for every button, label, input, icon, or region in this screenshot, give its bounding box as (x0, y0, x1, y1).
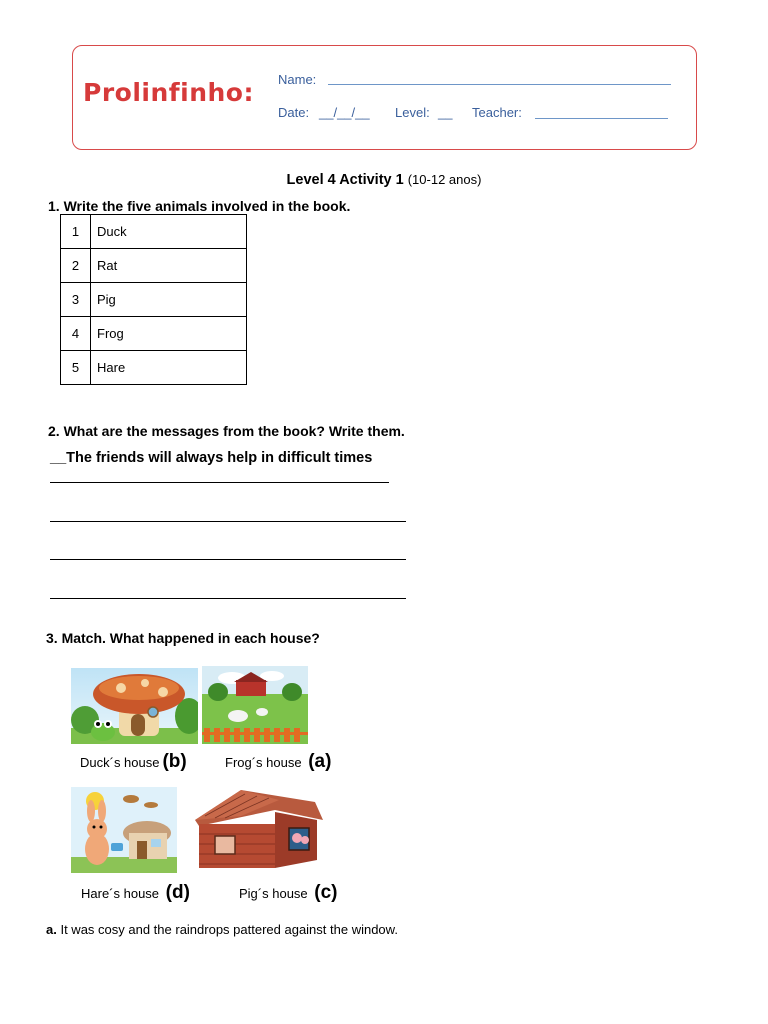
question-3: 3. Match. What happened in each house? (46, 630, 320, 646)
message-answer[interactable] (50, 450, 372, 466)
frog-house-name: Frog´s house (225, 755, 302, 770)
duck-house-name: Duck´s house (80, 755, 160, 770)
hare-house-illustration (71, 787, 177, 873)
frog-house-answer[interactable]: (a) (308, 751, 332, 772)
animal-name-cell[interactable]: Hare (91, 351, 247, 385)
row-number: 5 (61, 351, 91, 385)
name-label: Name: (278, 72, 317, 87)
question-1: 1. Write the five animals involved in the book. (48, 198, 351, 214)
table-row (61, 283, 247, 317)
animal-name-cell[interactable]: Duck (91, 215, 247, 249)
answer-line-2[interactable] (50, 521, 406, 522)
farm-illustration (202, 666, 308, 744)
statement-a (46, 922, 398, 937)
animals-table (60, 214, 247, 385)
row-number: 2 (61, 249, 91, 283)
pig-house-name: Pig´s house (239, 886, 308, 901)
pig-house-picture (185, 786, 325, 873)
mushroom-house-illustration (71, 668, 198, 744)
level-field[interactable]: __ (438, 105, 453, 120)
answer-line-1[interactable] (50, 482, 389, 483)
table-row (61, 317, 247, 351)
statement-a-letter: a. (46, 922, 57, 937)
date-field[interactable]: __/__/__ (319, 105, 370, 120)
animal-name-cell[interactable]: Rat (91, 249, 247, 283)
logo-text: Prolinfinho (83, 78, 244, 107)
hare-house-name: Hare´s house (81, 886, 160, 901)
table-row (61, 215, 247, 249)
pig-house-label (239, 882, 338, 904)
level-label: Level: (395, 105, 430, 120)
hare-house-label (81, 882, 190, 904)
activity-title (0, 172, 768, 188)
row-number: 4 (61, 317, 91, 351)
pig-house-answer[interactable]: (c) (314, 882, 338, 903)
row-number: 1 (61, 215, 91, 249)
worksheet-header (72, 45, 697, 150)
duck-house-answer[interactable]: (b) (162, 751, 187, 772)
brick-house-illustration (185, 786, 325, 873)
message-answer-prefix: __ (50, 450, 67, 466)
animal-name-cell[interactable]: Frog (91, 317, 247, 351)
table-row (61, 249, 247, 283)
answer-line-4[interactable] (50, 598, 406, 599)
duck-house-label (80, 751, 187, 773)
logo-suffix: : (243, 78, 254, 107)
teacher-label: Teacher: (472, 105, 522, 120)
table-row (61, 351, 247, 385)
statement-a-text: It was cosy and the raindrops pattered against the window. (60, 922, 398, 937)
frog-house-picture (202, 666, 308, 744)
hare-house-answer[interactable]: (d) (165, 882, 190, 903)
frog-house-label (225, 751, 331, 773)
row-number: 3 (61, 283, 91, 317)
animal-name-cell[interactable]: Pig (91, 283, 247, 317)
answer-line-3[interactable] (50, 559, 406, 560)
teacher-field[interactable] (535, 118, 668, 119)
message-answer-text: The friends will always help in difficult times (66, 450, 373, 466)
activity-title-main: Level 4 Activity 1 (286, 172, 404, 188)
prolinfinho-logo (83, 78, 254, 107)
activity-title-sub: (10-12 anos) (407, 172, 482, 187)
duck-house-picture (71, 668, 198, 744)
name-field[interactable] (328, 84, 671, 85)
hare-house-picture (71, 787, 177, 873)
date-label: Date: (278, 105, 310, 120)
question-2: 2. What are the messages from the book? Write them. (48, 423, 405, 439)
